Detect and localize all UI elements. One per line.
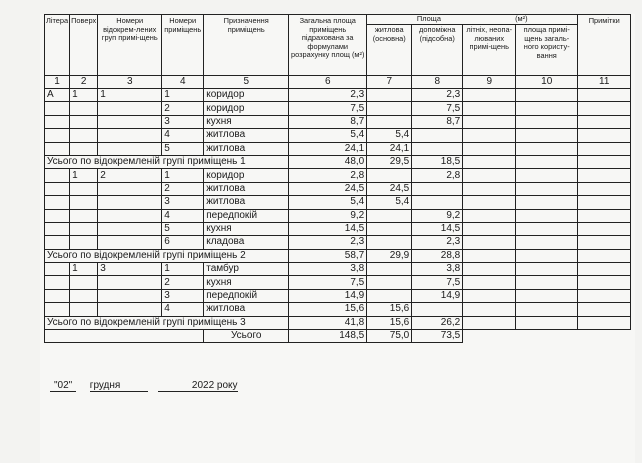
cell-aux-area: 2,8: [412, 169, 463, 182]
column-number: 4: [162, 76, 204, 89]
cell-floor: [70, 209, 98, 222]
cell-room-number: 2: [162, 102, 204, 115]
cell-room-purpose: житлова: [204, 129, 289, 142]
cell-total-area: 7,5: [289, 276, 367, 289]
subtotal-notes: [578, 316, 631, 329]
cell-litera: [45, 289, 70, 302]
subtotal-label: Усього по відокремленій групі приміщень 1: [45, 155, 289, 168]
cell-group: 1: [98, 89, 162, 102]
header-total-area: Загальна площа приміщень підрахована за формулами розрахунку площ (м²): [289, 15, 367, 76]
cell-living-area: [367, 222, 412, 235]
cell-floor: [70, 222, 98, 235]
cell-total-area: 3,8: [289, 263, 367, 276]
subtotal-label: Усього по відокремленій групі приміщень 2: [45, 249, 289, 262]
cell-notes: [578, 115, 631, 128]
cell-notes: [578, 169, 631, 182]
cell-floor: [70, 236, 98, 249]
cell-aux-area: 7,5: [412, 102, 463, 115]
cell-common-area: [516, 115, 578, 128]
subtotal-total: 58,7: [289, 249, 367, 262]
cell-room-number: 1: [162, 263, 204, 276]
premises-table: [44, 14, 631, 343]
cell-room-purpose: житлова: [204, 196, 289, 209]
column-number: 5: [204, 76, 289, 89]
cell-room-purpose: коридор: [204, 169, 289, 182]
header-area-label: Площа: [416, 14, 441, 23]
column-number: 8: [412, 76, 463, 89]
cell-room-number: 3: [162, 196, 204, 209]
cell-floor: [70, 276, 98, 289]
table-row: [45, 236, 631, 249]
header-summer: літніх, неопа-люваних примі-щень: [463, 25, 516, 76]
table-row: [45, 89, 631, 102]
table-row: [45, 276, 631, 289]
cell-litera: [45, 209, 70, 222]
cell-litera: [45, 102, 70, 115]
cell-floor: [70, 182, 98, 195]
subtotal-label: Усього по відокремленій групі приміщень 3: [45, 316, 289, 329]
cell-aux-area: [412, 129, 463, 142]
subtotal-living: 29,9: [367, 249, 412, 262]
cell-notes: [578, 209, 631, 222]
cell-room-purpose: житлова: [204, 142, 289, 155]
cell-aux-area: 3,8: [412, 263, 463, 276]
table-row: [45, 209, 631, 222]
cell-notes: [578, 142, 631, 155]
cell-notes: [578, 102, 631, 115]
column-number: 9: [463, 76, 516, 89]
cell-notes: [578, 289, 631, 302]
cell-litera: [45, 115, 70, 128]
cell-summer-area: [463, 102, 516, 115]
header-row: [45, 15, 631, 25]
table-row: [45, 102, 631, 115]
date-day: "02": [50, 380, 76, 392]
column-number: 1: [45, 76, 70, 89]
cell-room-purpose: передпокій: [204, 209, 289, 222]
cell-summer-area: [463, 289, 516, 302]
cell-total-area: 24,5: [289, 182, 367, 195]
cell-total-area: 14,5: [289, 222, 367, 235]
cell-room-number: 4: [162, 129, 204, 142]
cell-summer-area: [463, 276, 516, 289]
cell-common-area: [516, 289, 578, 302]
cell-notes: [578, 182, 631, 195]
cell-summer-area: [463, 129, 516, 142]
cell-floor: [70, 196, 98, 209]
cell-room-number: 4: [162, 209, 204, 222]
header-litera: Літера: [45, 15, 70, 76]
cell-total-area: 8,7: [289, 115, 367, 128]
cell-summer-area: [463, 115, 516, 128]
column-number: 7: [367, 76, 412, 89]
cell-total-area: 2,8: [289, 169, 367, 182]
cell-room-number: 1: [162, 169, 204, 182]
cell-group: [98, 196, 162, 209]
cell-total-area: 2,3: [289, 236, 367, 249]
cell-floor: 1: [70, 263, 98, 276]
cell-aux-area: 2,3: [412, 236, 463, 249]
cell-aux-area: [412, 303, 463, 316]
grand-total-aux: 73,5: [412, 330, 463, 343]
cell-living-area: [367, 289, 412, 302]
subtotal-aux: 28,8: [412, 249, 463, 262]
table-row: [45, 196, 631, 209]
cell-total-area: 15,6: [289, 303, 367, 316]
cell-living-area: [367, 209, 412, 222]
cell-living-area: [367, 169, 412, 182]
cell-total-area: 14,9: [289, 289, 367, 302]
table-row: [45, 263, 631, 276]
cell-total-area: 9,2: [289, 209, 367, 222]
header-room-numbers: Номери приміщень: [162, 15, 204, 76]
cell-group: 3: [98, 263, 162, 276]
cell-common-area: [516, 169, 578, 182]
cell-summer-area: [463, 142, 516, 155]
cell-living-area: 5,4: [367, 129, 412, 142]
table-row: [45, 129, 631, 142]
cell-living-area: [367, 263, 412, 276]
subtotal-total: 41,8: [289, 316, 367, 329]
cell-total-area: 7,5: [289, 102, 367, 115]
table-row: [45, 303, 631, 316]
cell-room-number: 3: [162, 115, 204, 128]
cell-room-purpose: житлова: [204, 303, 289, 316]
subtotal-aux: 18,5: [412, 155, 463, 168]
table-row: [45, 142, 631, 155]
subtotal-notes: [578, 155, 631, 168]
header-living: житлова (основна): [367, 25, 412, 76]
cell-common-area: [516, 263, 578, 276]
cell-room-number: 5: [162, 222, 204, 235]
subtotal-aux: 26,2: [412, 316, 463, 329]
cell-room-purpose: кладова: [204, 236, 289, 249]
cell-aux-area: 2,3: [412, 89, 463, 102]
cell-floor: 1: [70, 169, 98, 182]
column-number: 6: [289, 76, 367, 89]
cell-living-area: [367, 236, 412, 249]
cell-summer-area: [463, 263, 516, 276]
cell-room-number: 2: [162, 276, 204, 289]
cell-litera: [45, 142, 70, 155]
cell-common-area: [516, 89, 578, 102]
cell-summer-area: [463, 169, 516, 182]
column-number-row: [45, 76, 631, 89]
cell-floor: [70, 303, 98, 316]
cell-aux-area: [412, 142, 463, 155]
subtotal-row: [45, 155, 631, 168]
cell-common-area: [516, 196, 578, 209]
cell-room-purpose: кухня: [204, 222, 289, 235]
cell-room-number: 6: [162, 236, 204, 249]
cell-litera: [45, 303, 70, 316]
cell-litera: [45, 222, 70, 235]
cell-common-area: [516, 102, 578, 115]
date-month: грудня: [90, 380, 149, 392]
cell-summer-area: [463, 89, 516, 102]
cell-living-area: 15,6: [367, 303, 412, 316]
cell-living-area: 5,4: [367, 196, 412, 209]
subtotal-total: 48,0: [289, 155, 367, 168]
cell-common-area: [516, 182, 578, 195]
cell-room-purpose: кухня: [204, 115, 289, 128]
cell-aux-area: [412, 196, 463, 209]
cell-room-number: 5: [162, 142, 204, 155]
cell-group: [98, 303, 162, 316]
cell-room-number: 1: [162, 89, 204, 102]
cell-notes: [578, 276, 631, 289]
cell-floor: [70, 102, 98, 115]
header-area-group: [367, 15, 578, 25]
cell-litera: [45, 196, 70, 209]
cell-living-area: [367, 276, 412, 289]
cell-living-area: [367, 115, 412, 128]
cell-common-area: [516, 129, 578, 142]
cell-summer-area: [463, 303, 516, 316]
grand-total-blank: [45, 330, 204, 343]
cell-total-area: 2,3: [289, 89, 367, 102]
cell-summer-area: [463, 222, 516, 235]
cell-room-purpose: коридор: [204, 102, 289, 115]
cell-litera: [45, 169, 70, 182]
subtotal-summer: [463, 316, 516, 329]
cell-notes: [578, 129, 631, 142]
subtotal-summer: [463, 249, 516, 262]
cell-common-area: [516, 236, 578, 249]
cell-aux-area: 9,2: [412, 209, 463, 222]
cell-room-number: 2: [162, 182, 204, 195]
cell-room-number: 4: [162, 303, 204, 316]
subtotal-living: 15,6: [367, 316, 412, 329]
subtotal-common: [516, 316, 578, 329]
table-row: [45, 169, 631, 182]
header-group-numbers: Номери відокрем-лених груп примі-щень: [98, 15, 162, 76]
cell-floor: [70, 129, 98, 142]
cell-room-purpose: кухня: [204, 276, 289, 289]
grand-total-row: [45, 330, 631, 343]
cell-group: [98, 276, 162, 289]
header-common: площа примі-щень загаль-ного користу-вання: [516, 25, 578, 76]
cell-aux-area: [412, 182, 463, 195]
cell-litera: [45, 182, 70, 195]
cell-living-area: 24,1: [367, 142, 412, 155]
cell-notes: [578, 303, 631, 316]
header-aux: допоміжна (підсобна): [412, 25, 463, 76]
header-floor: Поверх: [70, 15, 98, 76]
cell-group: [98, 236, 162, 249]
cell-room-purpose: житлова: [204, 182, 289, 195]
cell-group: [98, 209, 162, 222]
cell-common-area: [516, 303, 578, 316]
header-purpose: Призначення приміщень: [204, 15, 289, 76]
table-row: [45, 289, 631, 302]
table-row: [45, 115, 631, 128]
cell-common-area: [516, 142, 578, 155]
cell-litera: [45, 236, 70, 249]
cell-group: [98, 222, 162, 235]
cell-common-area: [516, 209, 578, 222]
cell-total-area: 5,4: [289, 196, 367, 209]
cell-group: [98, 115, 162, 128]
cell-litera: А: [45, 89, 70, 102]
document-date: [50, 380, 238, 392]
cell-group: [98, 102, 162, 115]
cell-summer-area: [463, 236, 516, 249]
cell-summer-area: [463, 209, 516, 222]
cell-living-area: [367, 102, 412, 115]
cell-group: [98, 142, 162, 155]
cell-room-purpose: тамбур: [204, 263, 289, 276]
grand-total-living: 75,0: [367, 330, 412, 343]
cell-room-number: 3: [162, 289, 204, 302]
subtotal-common: [516, 155, 578, 168]
table-row: [45, 222, 631, 235]
cell-summer-area: [463, 196, 516, 209]
cell-aux-area: 7,5: [412, 276, 463, 289]
cell-common-area: [516, 276, 578, 289]
cell-living-area: 24,5: [367, 182, 412, 195]
subtotal-row: [45, 249, 631, 262]
cell-room-purpose: коридор: [204, 89, 289, 102]
cell-summer-area: [463, 182, 516, 195]
cell-notes: [578, 196, 631, 209]
header-area-unit: (м²): [515, 14, 528, 23]
cell-floor: [70, 289, 98, 302]
cell-notes: [578, 89, 631, 102]
cell-notes: [578, 236, 631, 249]
header-notes: Примітки: [578, 15, 631, 76]
cell-common-area: [516, 222, 578, 235]
cell-total-area: 5,4: [289, 129, 367, 142]
cell-group: [98, 129, 162, 142]
subtotal-notes: [578, 249, 631, 262]
cell-litera: [45, 129, 70, 142]
cell-room-purpose: передпокій: [204, 289, 289, 302]
cell-notes: [578, 222, 631, 235]
cell-group: [98, 182, 162, 195]
column-number: 11: [578, 76, 631, 89]
subtotal-common: [516, 249, 578, 262]
cell-group: [98, 289, 162, 302]
cell-litera: [45, 263, 70, 276]
cell-floor: [70, 115, 98, 128]
cell-total-area: 24,1: [289, 142, 367, 155]
subtotal-row: [45, 316, 631, 329]
cell-group: 2: [98, 169, 162, 182]
grand-total-label: Усього: [204, 330, 289, 343]
cell-litera: [45, 276, 70, 289]
table-row: [45, 182, 631, 195]
cell-floor: [70, 142, 98, 155]
subtotal-summer: [463, 155, 516, 168]
subtotal-living: 29,5: [367, 155, 412, 168]
cell-living-area: [367, 89, 412, 102]
cell-aux-area: 14,5: [412, 222, 463, 235]
column-number: 2: [70, 76, 98, 89]
date-year: 2022 року: [158, 380, 238, 392]
cell-floor: 1: [70, 89, 98, 102]
cell-aux-area: 14,9: [412, 289, 463, 302]
column-number: 3: [98, 76, 162, 89]
cell-aux-area: 8,7: [412, 115, 463, 128]
column-number: 10: [516, 76, 578, 89]
grand-total-total: 148,5: [289, 330, 367, 343]
cell-notes: [578, 263, 631, 276]
